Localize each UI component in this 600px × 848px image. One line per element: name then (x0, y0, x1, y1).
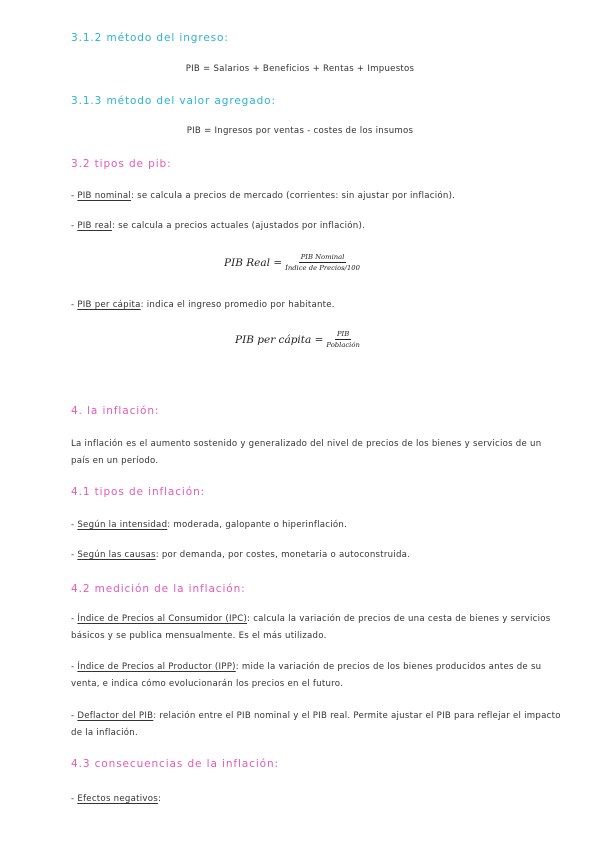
formula-pib-real: PIB Real = $\frac{\text{PIB Nominal}}{\text{Índice de Precios/100}}$ (224, 253, 360, 272)
item-deflactor: - Deflactor del PIB: relación entre el PIB nominal y el PIB real. Permite ajustar el PIB para reflejar el impacto de la inflación. (71, 711, 561, 738)
term-pib-per-capita: PIB per cápita (77, 300, 141, 310)
heading-metodo-ingreso: 3.1.2 método del ingreso: (71, 32, 229, 44)
item-segun-intensidad: - Según la intensidad: moderada, galopante o hiperinflación. (71, 520, 348, 530)
item-segun-causas: - Según las causas: por demanda, por costes, monetaria o autoconstruida. (71, 550, 411, 560)
item-pib-nominal: - PIB nominal: se calcula a precios de mercado (corrientes: sin ajustar por inflación). (71, 191, 456, 201)
term-ipc: Índice de Precios al Consumidor (IPC) (77, 614, 248, 624)
formula-ingreso: PIB = Salarios + Beneficios + Rentas + Impuestos (185, 64, 415, 74)
term-ipp: Índice de Precios al Productor (IPP) (77, 662, 236, 672)
term-efectos-negativos: Efectos negativos (77, 794, 158, 804)
paragraph-inflacion-definicion: La inflación es el aumento sostenido y generalizado del nivel de precios de los bienes y servicios de un país en un período. (71, 439, 542, 466)
item-pib-per-capita: - PIB per cápita: indica el ingreso promedio por habitante. (71, 300, 335, 310)
heading-tipos-inflacion: 4.1 tipos de inflación: (71, 486, 206, 498)
heading-consecuencias-inflacion: 4.3 consecuencias de la inflación: (71, 758, 279, 770)
term-pib-nominal: PIB nominal (77, 191, 132, 201)
item-pib-real: - PIB real: se calcula a precios actuales (ajustados por inflación). (71, 221, 366, 231)
term-segun-intensidad: Según la intensidad (77, 520, 168, 530)
term-pib-real: PIB real (77, 221, 112, 231)
heading-inflacion: 4. la inflación: (71, 405, 160, 417)
formula-pib-per-capita: PIB per cápita = $\frac{\text{PIB}}{\text{Población}}$ (235, 330, 360, 349)
heading-tipos-pib: 3.2 tipos de pib: (71, 158, 172, 170)
heading-medicion-inflacion: 4.2 medición de la inflación: (71, 583, 246, 595)
item-ipc: - Índice de Precios al Consumidor (IPC): calcula la variación de precios de una cesta de bienes y servicios básicos y se publica mensualmente. Es el más utilizado. (71, 614, 551, 641)
term-deflactor: Deflactor del PIB (77, 711, 154, 721)
item-ipp: - Índice de Precios al Productor (IPP): mide la variación de precios de los bienes producidos antes de su venta, e indica cómo evolucionarán los precios en el futuro. (71, 662, 542, 689)
heading-metodo-valor-agregado: 3.1.3 método del valor agregado: (71, 95, 276, 107)
term-segun-causas: Según las causas (77, 550, 156, 560)
formula-valor-agregado: PIB = Ingresos por ventas - costes de los insumos (186, 126, 414, 136)
item-efectos-negativos: - Efectos negativos: (71, 794, 162, 804)
